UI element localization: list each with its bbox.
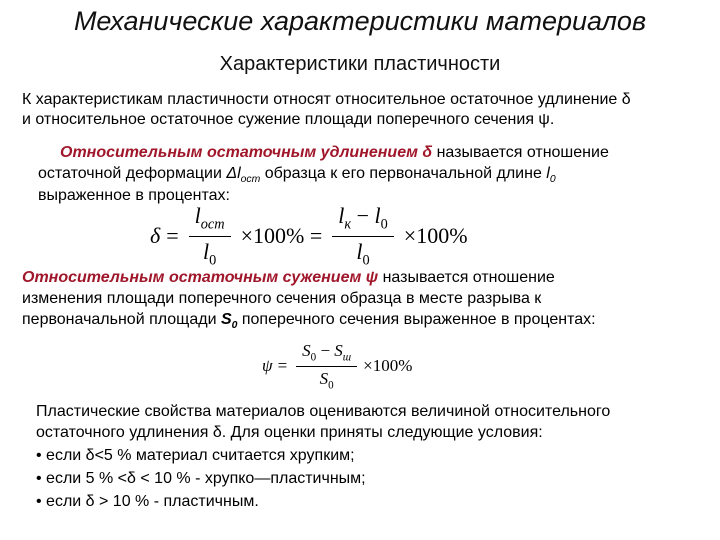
f2-den-sub: 0 — [328, 378, 334, 391]
contraction-text-3a: первоначальной площади — [22, 311, 221, 328]
f1-num1-sub: ост — [200, 216, 225, 233]
intro-line-2: и относительное остаточное сужение площади поперечного сечения ψ. — [22, 111, 555, 128]
elongation-formula — [150, 205, 468, 267]
elongation-definition-line-3: выраженное в процентах: — [38, 187, 230, 204]
f1-minus: − — [351, 203, 375, 229]
contraction-formula — [262, 340, 412, 392]
formula1-fraction-1 — [189, 203, 231, 269]
l0-subscript: 0 — [549, 174, 556, 186]
f1-num2a-sub: к — [344, 216, 352, 233]
f1-num2a: l — [338, 203, 345, 229]
formula1-eq: = — [166, 223, 179, 248]
conditions-line-2: остаточного удлинения δ. Для оценки приняты следующие условия: — [36, 424, 543, 441]
formula1-times-1: ×100% = — [240, 223, 323, 248]
f1-den2: l — [356, 238, 363, 264]
condition-item-brittle: • если δ<5 % материал считается хрупким; — [36, 447, 355, 464]
contraction-definition-line-2: изменения площади поперечного сечения образца в месте разрыва к — [22, 290, 542, 307]
elongation-term: Относительным остаточным удлинением δ — [60, 144, 433, 161]
contraction-term: Относительным остаточным сужением ψ — [22, 269, 379, 286]
page-subtitle: Характеристики пластичности — [219, 53, 501, 75]
page-title: Механические характеристики материалов — [73, 6, 647, 36]
f2-den: S — [319, 368, 329, 388]
l0-symbol: l — [546, 165, 550, 182]
delta-l-symbol: Δl — [226, 165, 241, 182]
f1-den2-sub: 0 — [362, 251, 370, 268]
formula2-eq: = — [277, 356, 288, 375]
condition-item-plastic: • если δ > 10 % - пластичным. — [36, 493, 259, 510]
s0-symbol: S — [220, 311, 232, 328]
elongation-text-2b: образца к его первоначальной длине — [260, 165, 547, 182]
delta-l-subscript: ост — [240, 174, 261, 186]
elongation-definition-line-1 — [60, 143, 609, 163]
f2-num-b-sub: ш — [342, 351, 352, 364]
elongation-text-2a: остаточной деформации — [38, 165, 227, 182]
f2-num-a: S — [302, 341, 311, 361]
s0-subscript: 0 — [231, 320, 238, 332]
f2-minus: − — [316, 341, 335, 361]
f1-num2b-sub: 0 — [380, 216, 388, 233]
elongation-text-1: называется отношение — [432, 144, 609, 161]
formula1-lhs: δ — [150, 223, 161, 248]
formula1-fraction-2 — [332, 203, 394, 269]
f1-den1: l — [202, 238, 210, 264]
formula2-lhs: ψ — [262, 356, 273, 375]
f1-den1-sub: 0 — [209, 251, 217, 268]
condition-item-brittle-plastic: • если 5 % <δ < 10 % - хрупко—пластичным; — [36, 470, 366, 487]
intro-line-1: К характеристикам пластичности относят относительное остаточное удлинение δ — [22, 91, 631, 108]
contraction-definition-line-1 — [22, 268, 555, 288]
formula1-times-2: ×100% — [403, 223, 468, 248]
f1-num1: l — [194, 203, 201, 229]
f2-num-b: S — [334, 341, 343, 361]
contraction-text-3b: поперечного сечения выраженное в процентах: — [237, 311, 596, 328]
formula2-times: ×100% — [363, 356, 413, 375]
contraction-text-1: называется отношение — [378, 269, 555, 286]
contraction-definition-line-3 — [22, 310, 596, 336]
f1-num2b: l — [374, 203, 381, 229]
f2-num-a-sub: 0 — [310, 351, 317, 364]
formula2-fraction — [296, 341, 357, 391]
conditions-line-1: Пластические свойства материалов оцениваются величиной относительного — [36, 403, 611, 420]
